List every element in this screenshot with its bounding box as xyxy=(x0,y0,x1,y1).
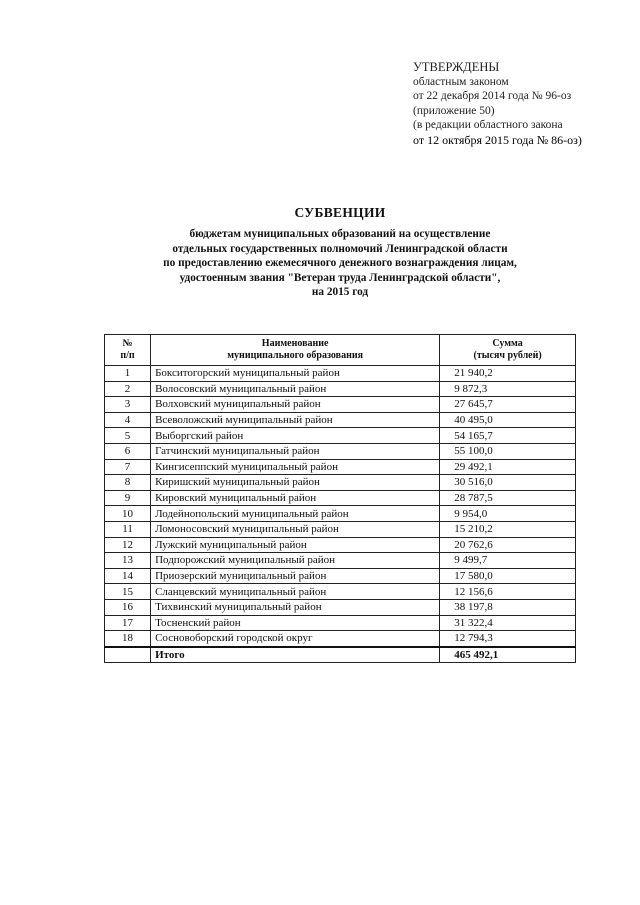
row-num: 11 xyxy=(105,521,151,537)
table-row xyxy=(105,521,576,537)
row-sum: 12 794,3 xyxy=(440,631,576,647)
row-num: 16 xyxy=(105,599,151,615)
row-num: 6 xyxy=(105,443,151,459)
row-name: Лодейнопольский муниципальный район xyxy=(151,506,440,522)
row-name: Лужский муниципальный район xyxy=(151,537,440,553)
row-sum: 20 762,6 xyxy=(440,537,576,553)
row-name: Тосненский район xyxy=(151,615,440,631)
document-title-block xyxy=(100,205,580,300)
header-sum: Сумма (тысяч рублей) xyxy=(440,335,576,366)
table-row xyxy=(105,599,576,615)
row-sum: 28 787,5 xyxy=(440,490,576,506)
row-num: 4 xyxy=(105,412,151,428)
row-num: 1 xyxy=(105,366,151,382)
row-name: Сланцевский муниципальный район xyxy=(151,584,440,600)
row-sum: 21 940,2 xyxy=(440,366,576,382)
row-sum: 40 495,0 xyxy=(440,412,576,428)
table-total-row xyxy=(105,647,576,663)
table-row xyxy=(105,459,576,475)
row-num: 8 xyxy=(105,475,151,491)
approval-line: областным законом xyxy=(413,75,509,88)
table-row xyxy=(105,631,576,647)
approval-line: от 22 декабря 2014 года № 96-оз xyxy=(413,90,572,103)
row-name: Всеволожский муниципальный район xyxy=(151,412,440,428)
row-name: Кингисеппский муниципальный район xyxy=(151,459,440,475)
row-name: Киришский муниципальный район xyxy=(151,475,440,491)
row-num: 17 xyxy=(105,615,151,631)
row-num: 5 xyxy=(105,428,151,444)
row-num: 3 xyxy=(105,397,151,413)
row-name: Подпорожский муниципальный район xyxy=(151,553,440,569)
table-row xyxy=(105,584,576,600)
row-num: 10 xyxy=(105,506,151,522)
table-row xyxy=(105,553,576,569)
table-row xyxy=(105,568,576,584)
document-title: СУБВЕНЦИИ xyxy=(294,205,386,220)
row-name: Приозерский муниципальный район xyxy=(151,568,440,584)
row-num: 14 xyxy=(105,568,151,584)
row-sum: 55 100,0 xyxy=(440,443,576,459)
title-line: на 2015 год xyxy=(311,286,369,299)
row-sum: 30 516,0 xyxy=(440,475,576,491)
table-row xyxy=(105,443,576,459)
row-name: Бокситогорский муниципальный район xyxy=(151,366,440,382)
row-num: 18 xyxy=(105,631,151,647)
header-name: Наименование муниципального образования xyxy=(151,335,440,366)
title-line: отдельных государственных полномочий Ленинградской области xyxy=(172,242,508,255)
row-sum: 17 580,0 xyxy=(440,568,576,584)
table-body xyxy=(105,366,576,647)
row-sum: 9 872,3 xyxy=(440,381,576,397)
approval-heading: УТВЕРЖДЕНЫ xyxy=(413,60,500,74)
header-num: № п/п xyxy=(105,335,151,366)
title-line: по предоставлению ежемесячного денежного вознаграждения лицам, xyxy=(163,257,517,270)
approval-line: (приложение 50) xyxy=(413,104,495,117)
approval-stamp xyxy=(413,60,628,148)
title-line: бюджетам муниципальных образований на осуществление xyxy=(189,228,491,240)
total-label: Итого xyxy=(151,647,440,663)
total-num-cell xyxy=(105,647,151,663)
row-name: Волховский муниципальный район xyxy=(151,397,440,413)
row-sum: 27 645,7 xyxy=(440,397,576,413)
total-sum: 465 492,1 xyxy=(440,647,576,663)
row-sum: 9 499,7 xyxy=(440,553,576,569)
table-row xyxy=(105,537,576,553)
table-row xyxy=(105,397,576,413)
row-num: 7 xyxy=(105,459,151,475)
row-sum: 12 156,6 xyxy=(440,584,576,600)
row-name: Сосновоборский городской округ xyxy=(151,631,440,647)
row-name: Тихвинский муниципальный район xyxy=(151,599,440,615)
table-row xyxy=(105,412,576,428)
row-name: Гатчинский муниципальный район xyxy=(151,443,440,459)
table-row xyxy=(105,381,576,397)
table-row xyxy=(105,475,576,491)
row-num: 9 xyxy=(105,490,151,506)
row-name: Ломоносовский муниципальный район xyxy=(151,521,440,537)
approval-line: от 12 октября 2015 года № 86-оз) xyxy=(413,132,582,147)
table-row xyxy=(105,366,576,382)
row-name: Волосовский муниципальный район xyxy=(151,381,440,397)
table-row xyxy=(105,490,576,506)
row-num: 15 xyxy=(105,584,151,600)
row-sum: 15 210,2 xyxy=(440,521,576,537)
row-name: Кировский муниципальный район xyxy=(151,490,440,506)
row-name: Выборгский район xyxy=(151,428,440,444)
row-sum: 54 165,7 xyxy=(440,428,576,444)
table-header-row xyxy=(105,335,576,366)
subventions-table xyxy=(104,334,576,663)
table-row xyxy=(105,615,576,631)
table-row xyxy=(105,428,576,444)
row-sum: 29 492,1 xyxy=(440,459,576,475)
title-line: удостоенным звания "Ветеран труда Ленинградской области", xyxy=(179,271,501,284)
row-num: 13 xyxy=(105,553,151,569)
row-sum: 38 197,8 xyxy=(440,599,576,615)
table-row xyxy=(105,506,576,522)
row-num: 12 xyxy=(105,537,151,553)
row-sum: 9 954,0 xyxy=(440,506,576,522)
row-num: 2 xyxy=(105,381,151,397)
row-sum: 31 322,4 xyxy=(440,615,576,631)
approval-line: (в редакции областного закона xyxy=(413,119,563,132)
